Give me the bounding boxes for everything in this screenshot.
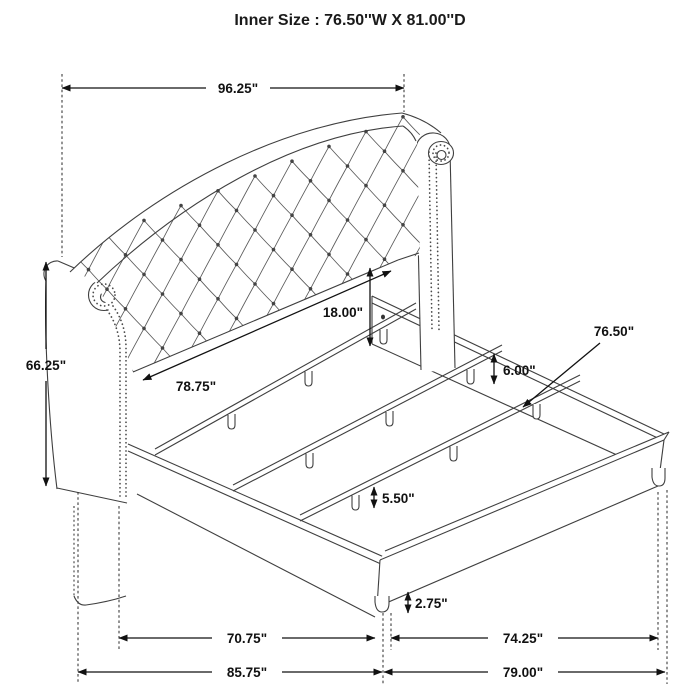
dimension-frame-outer-depth (384, 665, 665, 680)
label-slat-leg-height: 5.50" (382, 491, 415, 506)
label-headboard-inner-width: 78.75" (175, 379, 217, 394)
front-left-foot (375, 596, 389, 612)
right-wing-post (416, 133, 455, 372)
foot-rail (377, 432, 669, 607)
dimension-foot-leg-height (408, 592, 448, 613)
label-inner-depth: 70.75" (226, 631, 268, 646)
label-frame-outer-depth: 79.00" (502, 665, 544, 680)
label-headboard-clearance: 18.00" (322, 305, 363, 320)
left-side-rail (128, 444, 384, 617)
page-title: Inner Size : 76.50''W X 81.00''D (234, 12, 466, 29)
label-foot-leg-height: 2.75" (415, 596, 448, 611)
rail-bolt-hole (381, 315, 385, 320)
dimension-inner-depth (119, 631, 375, 646)
right-side-rail (372, 296, 664, 470)
front-right-foot (652, 468, 665, 486)
dimension-slat-leg-height (374, 487, 415, 508)
dimension-rail-inner-depth (391, 631, 658, 646)
label-slat-length: 76.50" (593, 324, 635, 339)
dimension-overall-width (62, 81, 404, 96)
label-side-rail-height: 6.00" (503, 363, 536, 378)
label-overall-width: 96.25" (217, 81, 259, 96)
label-rail-inner-depth: 74.25" (502, 631, 544, 646)
label-headboard-height: 66.25" (25, 358, 67, 373)
label-overall-depth: 85.75" (226, 665, 268, 680)
dimension-overall-depth (78, 665, 382, 680)
